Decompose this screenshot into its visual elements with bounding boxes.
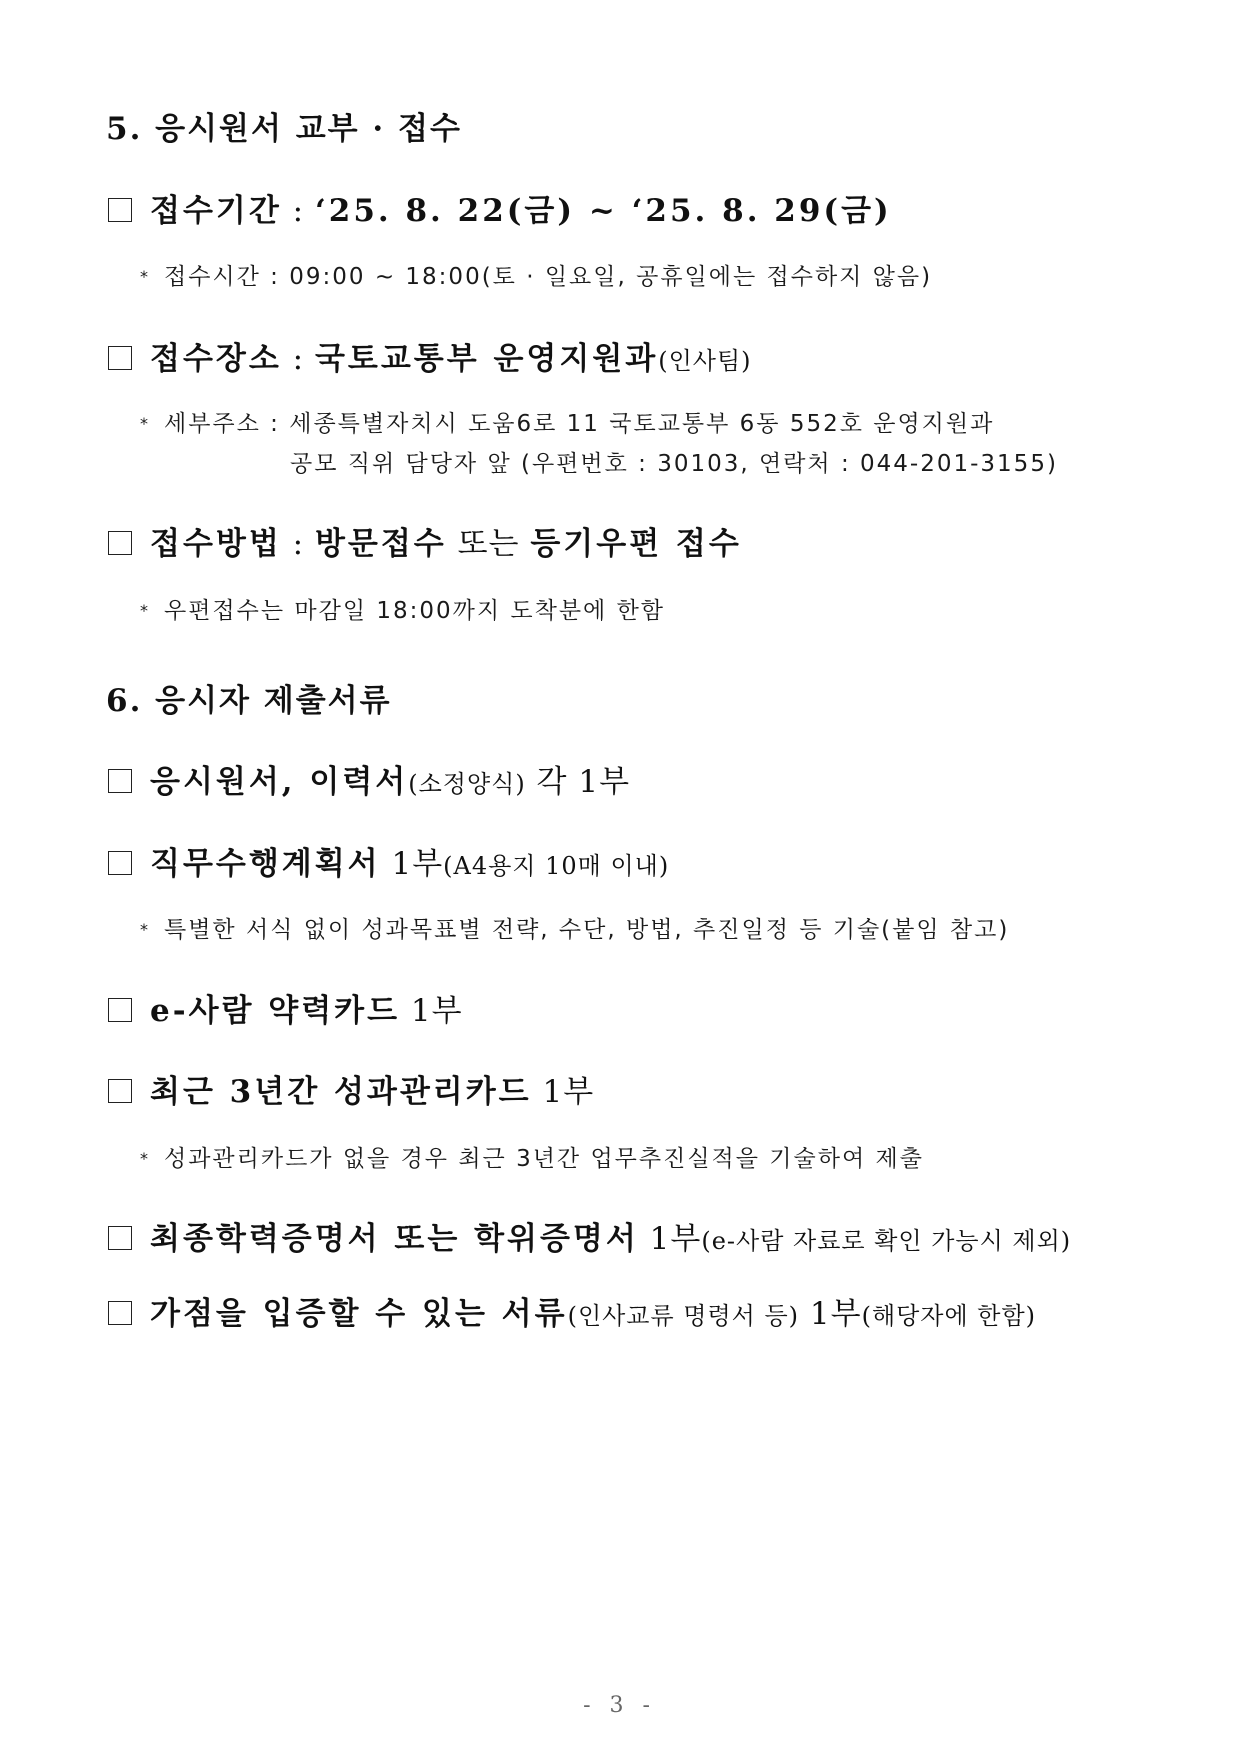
reception-period-label: 접수기간 <box>150 193 282 229</box>
method-visit: 방문접수 <box>314 526 447 562</box>
address-note <box>140 405 994 438</box>
document-quantity: 1부 <box>799 1296 862 1332</box>
method-mail: 등기우편 접수 <box>530 526 742 562</box>
checkbox-icon <box>108 1301 132 1325</box>
document-name: 응시원서, 이력서 <box>150 764 409 800</box>
document-name: 최종학력증명서 또는 학위증명서 <box>150 1221 639 1257</box>
document-quantity: 각 1부 <box>525 764 631 800</box>
note-text: 특별한 서식 없이 성과목표별 전략, 수단, 방법, 추진일정 등 기술(붙임 참고) <box>164 917 1010 943</box>
reception-place-label: 접수장소 <box>150 341 282 377</box>
reception-method-item <box>108 518 742 563</box>
checkbox-icon <box>108 851 132 875</box>
job-plan-note <box>140 911 1009 944</box>
document-performance-card <box>108 1066 594 1111</box>
document-paren: (e-사람 자료로 확인 가능시 제외) <box>701 1227 1072 1255</box>
method-or: 또는 <box>446 526 531 562</box>
document-paren-2: (해당자에 한함) <box>861 1302 1037 1330</box>
document-career-card <box>108 985 463 1030</box>
document-name: e-사람 약력카드 <box>150 993 401 1029</box>
mail-deadline-note <box>140 592 665 625</box>
checkbox-icon <box>108 346 132 370</box>
asterisk-icon: * <box>140 267 150 286</box>
reception-place-value: 국토교통부 운영지원과 <box>314 341 659 377</box>
performance-card-note <box>140 1140 924 1173</box>
document-quantity: 1부 <box>380 846 444 882</box>
reception-method-label: 접수방법 <box>150 526 282 562</box>
document-quantity: 1부 <box>531 1074 595 1110</box>
document-name: 직무수행계획서 <box>150 846 381 882</box>
document-paren: (A4용지 10매 이내) <box>443 852 670 880</box>
address-line-1: 세부주소 : 세종특별자치시 도움6로 11 국토교통부 6동 552호 운영지원과 <box>164 411 995 437</box>
checkbox-icon <box>108 198 132 222</box>
document-paren: (인사교류 명령서 등) <box>567 1302 800 1330</box>
separator: : <box>281 193 315 229</box>
section-6-heading: 6. 응시자 제출서류 <box>106 683 392 719</box>
document-quantity: 1부 <box>638 1221 702 1257</box>
document-quantity: 1부 <box>400 993 463 1029</box>
checkbox-icon <box>108 769 132 793</box>
asterisk-icon: * <box>140 1149 150 1168</box>
asterisk-icon: * <box>140 601 150 620</box>
checkbox-icon <box>108 1226 132 1250</box>
separator: : <box>281 526 315 562</box>
note-text: 성과관리카드가 없을 경우 최근 3년간 업무추진실적을 기술하여 제출 <box>164 1146 924 1172</box>
page-number: - 3 - <box>583 1693 656 1718</box>
document-education-certificate <box>108 1213 1071 1258</box>
asterisk-icon: * <box>140 414 150 433</box>
checkbox-icon <box>108 998 132 1022</box>
reception-place-team: (인사팀) <box>658 347 752 375</box>
reception-time-note <box>140 258 932 291</box>
asterisk-icon: * <box>140 920 150 939</box>
section-5-heading: 5. 응시원서 교부 · 접수 <box>106 111 462 147</box>
document-name: 가점을 입증할 수 있는 서류 <box>150 1296 568 1332</box>
document-paren: (소정양식) <box>408 770 526 798</box>
document-bonus-proof <box>108 1288 1036 1333</box>
separator: : <box>281 341 315 377</box>
address-line-2: 공모 직위 담당자 앞 (우편번호 : 30103, 연락처 : 044-201-3155) <box>290 451 1058 477</box>
document-job-plan <box>108 838 669 883</box>
note-text: 우편접수는 마감일 18:00까지 도착분에 한함 <box>164 598 666 624</box>
checkbox-icon <box>108 1079 132 1103</box>
checkbox-icon <box>108 531 132 555</box>
reception-period-item <box>108 185 892 230</box>
reception-period-value: ‘25. 8. 22(금) ~ ‘25. 8. 29(금) <box>314 193 892 229</box>
note-text: 접수시간 : 09:00 ~ 18:00(토 · 일요일, 공휴일에는 접수하지 않음) <box>164 264 933 290</box>
reception-place-item <box>108 333 752 378</box>
document-name: 최근 3년간 성과관리카드 <box>150 1074 532 1110</box>
document-application-form <box>108 756 630 801</box>
